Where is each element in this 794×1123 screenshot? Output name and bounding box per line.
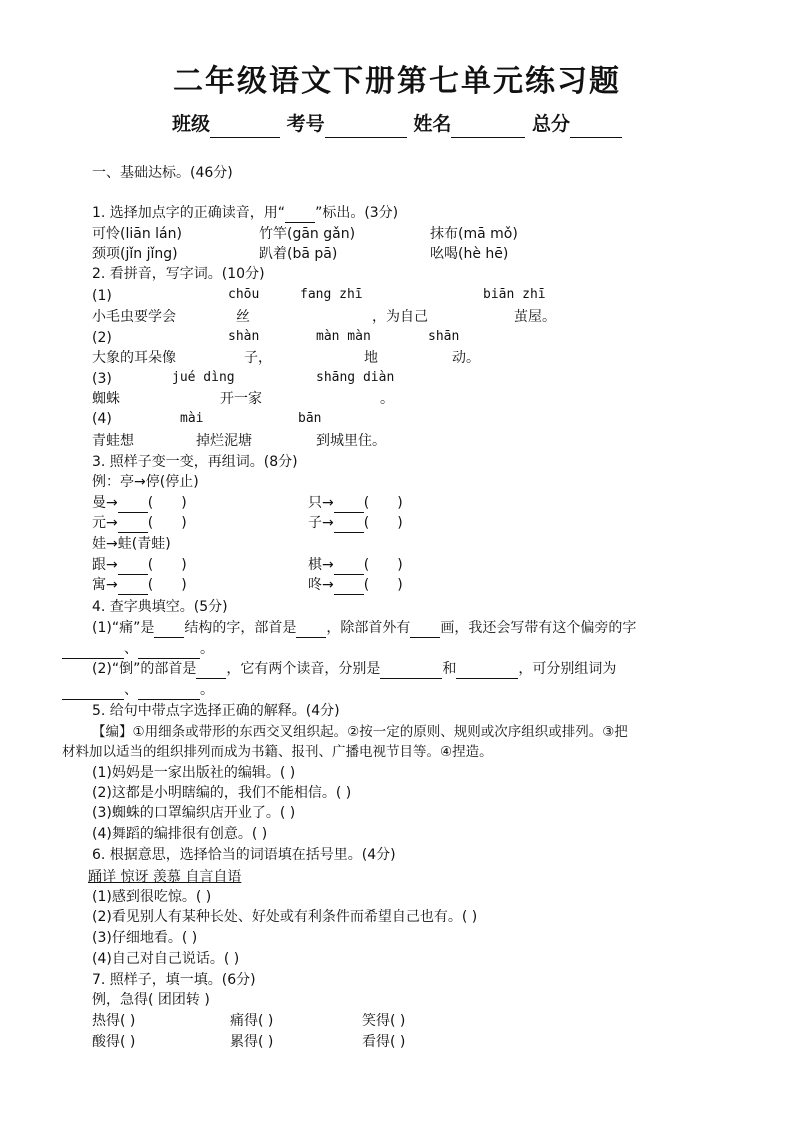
q3-item: 子→ ( ) [308, 515, 403, 531]
name-blank[interactable] [451, 119, 525, 138]
q2-title: 2. 看拼音，写字词。(10分) [92, 266, 265, 282]
pinyin: biān zhī [483, 287, 546, 302]
answer-blank[interactable] [196, 662, 226, 679]
q4-title: 4. 查字典填空。(5分) [92, 599, 228, 615]
q2-text: 青蛙想 [92, 433, 134, 449]
q7-item: 笑得( ) [362, 1013, 406, 1029]
answer-blank[interactable] [154, 621, 184, 638]
q4-line4: 、 。 [62, 680, 214, 700]
pinyin: jué dìng [172, 370, 235, 385]
answer-blank[interactable] [334, 496, 364, 513]
q7-item: 累得( ) [230, 1034, 274, 1050]
q6-word-bank: 踊详 惊讶 羡慕 自言自语 [88, 869, 242, 885]
q4-line2: 、 。 [62, 639, 214, 659]
answer-blank[interactable] [62, 642, 124, 659]
answer-blank[interactable] [118, 558, 148, 575]
q1-option: 可怜(liān lán) [92, 226, 182, 242]
pinyin: mài [180, 411, 204, 426]
class-label: 班级 [172, 113, 211, 135]
pinyin: shàn [228, 329, 260, 344]
q5-item: (2)这都是小明瞎编的，我们不能相信。( ) [92, 785, 352, 801]
q5-item: (3)蜘蛛的口罩编织店开业了。( ) [92, 805, 296, 821]
score-blank[interactable] [570, 119, 622, 138]
answer-blank[interactable] [296, 621, 326, 638]
answer-blank[interactable] [456, 662, 518, 679]
q5-item: (1)妈妈是一家出版社的编辑。( ) [92, 765, 296, 781]
q2-text: 动。 [452, 350, 480, 366]
pinyin: chōu [228, 287, 260, 302]
q3-item: 棋→ ( ) [308, 557, 403, 573]
q2-part-num: (3) [92, 371, 112, 387]
q3-item: 咚→ ( ) [308, 577, 403, 593]
q3-item: 寓→ ( ) [92, 577, 187, 593]
q2-text: 开一家 [220, 391, 262, 407]
answer-blank[interactable] [334, 578, 364, 595]
q5-title: 5. 给句中带点字选择正确的解释。(4分) [92, 703, 340, 719]
q2-text: 到城里住。 [316, 433, 386, 449]
q6-item: (4)自己对自己说话。( ) [92, 951, 240, 967]
class-blank[interactable] [210, 119, 280, 138]
q3-example: 娃→蛙(青蛙) [92, 536, 171, 552]
pinyin: shāng diàn [316, 370, 395, 385]
section-heading: 一、基础达标。(46分) [92, 165, 233, 181]
score-label: 总分 [531, 113, 570, 135]
answer-blank[interactable] [118, 496, 148, 513]
q4-line1: (1)“痛”是 结构的字，部首是 ，除部首外有 画，我还会写带有这个偏旁的字 [92, 620, 637, 636]
q1-option: 吆喝(hè hē) [430, 246, 509, 262]
q1-title-a: 1. 选择加点字的正确读音，用“ [92, 205, 286, 221]
q7-item: 酸得( ) [92, 1034, 136, 1050]
q5-definition: 【编】①用细条或带形的东西交叉组织起。②按一定的原则、规则或次序组织或排列。③把 [92, 724, 628, 740]
q1-option: 颈项(jǐn jǐng) [92, 246, 178, 262]
answer-blank[interactable] [62, 683, 124, 700]
answer-blank[interactable] [410, 621, 440, 638]
q6-item: (3)仔细地看。( ) [92, 930, 198, 946]
q3-title: 3. 照样子变一变，再组词。(8分) [92, 454, 298, 470]
q1-title-b: ”标出。(3分) [315, 205, 399, 221]
pinyin: bān [298, 411, 322, 426]
q1-option: 竹竿(gān gǎn) [259, 226, 356, 242]
q2-text: 掉烂泥塘 [196, 433, 252, 449]
answer-blank[interactable] [118, 578, 148, 595]
q2-text: ，为自己 [372, 309, 428, 325]
q7-item: 热得( ) [92, 1013, 136, 1029]
q5-item: (4)舞蹈的编排很有创意。( ) [92, 826, 268, 842]
answer-blank[interactable] [138, 642, 200, 659]
q2-text: 茧屋。 [514, 309, 556, 325]
pinyin: màn màn [316, 329, 371, 344]
q1-title [92, 203, 398, 223]
pinyin: shān [428, 329, 460, 344]
q3-example: 例：亭→停(停止) [92, 474, 199, 490]
q7-item: 看得( ) [362, 1034, 406, 1050]
answer-blank[interactable] [334, 516, 364, 533]
q2-text: 小毛虫要学会 [92, 309, 176, 325]
q2-text: 蜘蛛 [92, 391, 120, 407]
q3-item: 跟→ ( ) [92, 557, 187, 573]
q6-item: (2)看见别人有某种长处、好处或有利条件而希望自己也有。( ) [92, 909, 478, 925]
answer-blank[interactable] [118, 516, 148, 533]
q2-part-num: (2) [92, 330, 112, 346]
q2-text: 子， [244, 350, 272, 366]
q3-item: 曼→ ( ) [92, 495, 187, 511]
q1-mark-blank [285, 206, 315, 223]
name-label: 姓名 [413, 113, 452, 135]
page-title: 二年级语文下册第七单元练习题 [173, 64, 621, 99]
id-label: 考号 [286, 113, 325, 135]
q1-option: 抹布(mā mǒ) [430, 226, 518, 242]
id-blank[interactable] [325, 119, 407, 138]
q2-text: 地 [364, 350, 378, 366]
q7-title: 7. 照样子，填一填。(6分) [92, 972, 256, 988]
answer-blank[interactable] [138, 683, 200, 700]
answer-blank[interactable] [334, 558, 364, 575]
q6-item: (1)感到很吃惊。( ) [92, 889, 212, 905]
q2-part-num: (4) [92, 411, 112, 427]
q5-definition: 材料加以适当的组织排列而成为书籍、报刊、广播电视节目等。④捏造。 [62, 744, 493, 760]
q2-text: 大象的耳朵像 [92, 350, 176, 366]
student-info-line [0, 110, 794, 138]
q2-text: 丝 [236, 309, 250, 325]
q6-title: 6. 根据意思，选择恰当的词语填在括号里。(4分) [92, 847, 396, 863]
q2-text: 。 [380, 391, 394, 407]
pinyin: fang zhī [300, 287, 363, 302]
q3-item: 只→ ( ) [308, 495, 403, 511]
q3-item: 元→ ( ) [92, 515, 187, 531]
q7-example: 例，急得( 团团转 ) [92, 992, 210, 1008]
q4-line3: (2)“倒”的部首是 ，它有两个读音，分别是 和 ，可分别组词为 [92, 661, 617, 677]
q2-part-num: (1) [92, 288, 112, 304]
q7-item: 痛得( ) [230, 1013, 274, 1029]
q1-option: 趴着(bā pā) [259, 246, 338, 262]
answer-blank[interactable] [380, 662, 442, 679]
